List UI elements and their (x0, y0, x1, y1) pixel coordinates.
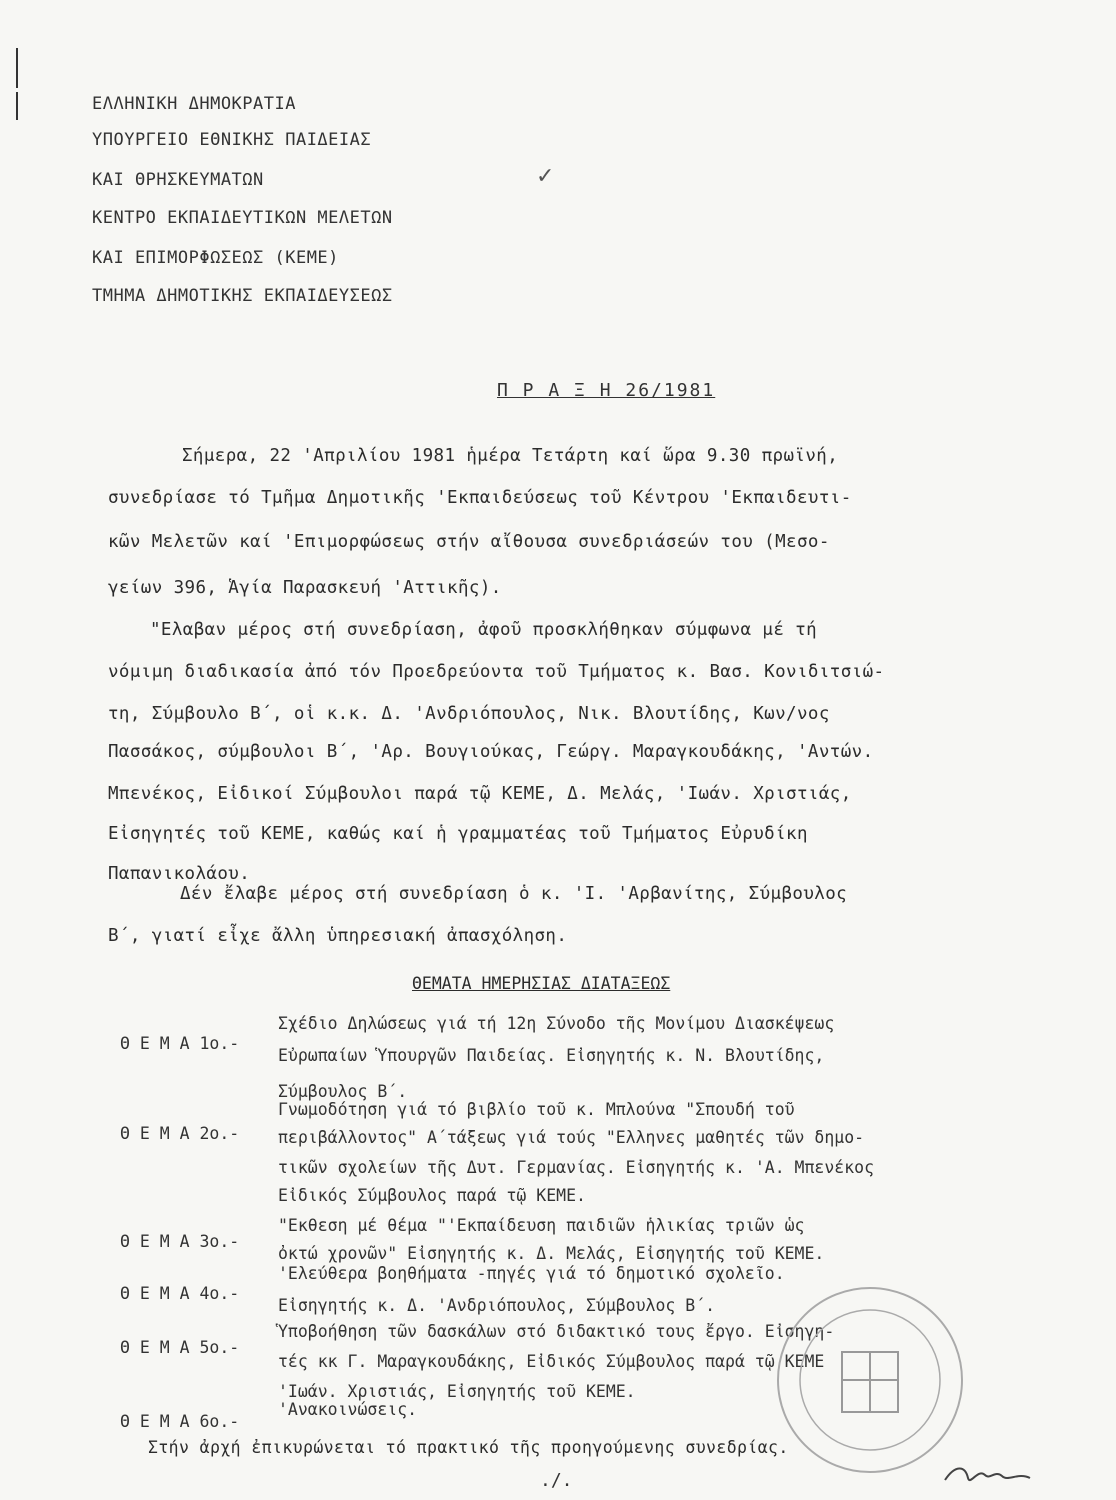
closing-line: Στήν ἀρχή ἐπικυρώνεται τό πρακτικό τῆς προηγούμενης συνεδρίας. (148, 1438, 789, 1457)
agenda-item-label: Θ Ε Μ Α 3ο.- (120, 1232, 240, 1251)
agenda-item-label: Θ Ε Μ Α 4ο.- (120, 1284, 240, 1303)
header-line: ΚΑΙ ΕΠΙΜΟΡΦΩΣΕΩΣ (ΚΕΜΕ) (92, 248, 339, 268)
header-line: ΥΠΟΥΡΓΕΙΟ ΕΘΝΙΚΗΣ ΠΑΙΔΕΙΑΣ (92, 130, 372, 150)
body-line: Μπενέκος, Εἰδικοί Σύμβουλοι παρά τῷ ΚΕΜΕ, Δ. Μελάς, 'Ιωάν. Χριστιάς, (108, 784, 852, 804)
agenda-item-label: Θ Ε Μ Α 6ο.- (120, 1412, 240, 1431)
agenda-item-text: 'Ανακοινώσεις. (278, 1400, 418, 1419)
official-seal-stamp (770, 1280, 970, 1480)
agenda-item-label: Θ Ε Μ Α 1ο.- (120, 1034, 240, 1053)
agenda-item-label: Θ Ε Μ Α 2ο.- (120, 1124, 240, 1143)
body-line: κῶν Μελετῶν καί 'Επιμορφώσεως στήν αἴθουσα συνεδριάσεών του (Μεσο- (108, 532, 830, 552)
agenda-item-text: Ὑποβοήθηση τῶν δασκάλων στό διδακτικό τους ἔργο. Εἰσηγη- (278, 1322, 835, 1341)
body-line: Εἰσηγητές τοῦ ΚΕΜΕ, καθώς καί ἡ γραμματέας τοῦ Τμήματος Εὐρυδίκη (108, 824, 808, 844)
agenda-item-text: Γνωμοδότηση γιά τό βιβλίο τοῦ κ. Μπλούνα "Σπουδή τοῦ (278, 1100, 795, 1119)
signature (940, 1460, 1040, 1490)
agenda-item-label: Θ Ε Μ Α 5ο.- (120, 1338, 240, 1357)
body-line: Δέν ἔλαβε μέρος στή συνεδρίαση ὁ κ. 'Ι. 'Αρβανίτης, Σύμβουλος (180, 884, 848, 904)
agenda-item-text: 'Ιωάν. Χριστιάς, Εἰσηγητής τοῦ ΚΕΜΕ. (278, 1382, 636, 1401)
check-mark-icon: ✓ (536, 164, 555, 189)
continuation-mark: ./. (540, 1470, 573, 1491)
agenda-item-text: Εὐρωπαίων Ὑπουργῶν Παιδείας. Εἰσηγητής κ. Ν. Βλουτίδης, (278, 1046, 825, 1065)
body-line: Β΄, γιατί εἶχε ἄλλη ὑπηρεσιακή ἀπασχόληση. (108, 926, 568, 946)
agenda-item-text: Σύμβουλος Β΄. (278, 1082, 408, 1101)
agenda-item-text: Εἰσηγητής κ. Δ. 'Ανδριόπουλος, Σύμβουλος Β΄. (278, 1296, 716, 1315)
body-line: "Ελαβαν μέρος στή συνεδρίαση, ἀφοῦ προσκλήθηκαν σύμφωνα μέ τή (150, 620, 818, 640)
agenda-item-text: τές κκ Γ. Μαραγκουδάκης, Εἰδικός Σύμβουλος παρά τῷ ΚΕΜΕ (278, 1352, 825, 1371)
agenda-item-text: Σχέδιο Δηλώσεως γιά τή 12η Σύνοδο τῆς Μονίμου Διασκέψεως (278, 1014, 835, 1033)
agenda-title: ΘΕΜΑΤΑ ΗΜΕΡΗΣΙΑΣ ΔΙΑΤΑΞΕΩΣ (412, 974, 671, 993)
agenda-item-text: 'Ελεύθερα βοηθήματα -πηγές γιά τό δημοτικό σχολεῖο. (278, 1264, 785, 1283)
agenda-item-text: Εἰδικός Σύμβουλος παρά τῷ ΚΕΜΕ. (278, 1186, 586, 1205)
margin-mark (16, 92, 18, 120)
margin-mark (16, 48, 18, 88)
header-line: ΚΕΝΤΡΟ ΕΚΠΑΙΔΕΥΤΙΚΩΝ ΜΕΛΕΤΩΝ (92, 208, 393, 228)
agenda-item-text: ὀκτώ χρονῶν" Εἰσηγητής κ. Δ. Μελάς, Εἰσηγητής τοῦ ΚΕΜΕ. (278, 1244, 825, 1263)
body-line: τη, Σύμβουλο Β΄, οἱ κ.κ. Δ. 'Ανδριόπουλος, Νικ. Βλουτίδης, Κων/νος (108, 704, 830, 724)
header-line: ΤΜΗΜΑ ΔΗΜΟΤΙΚΗΣ ΕΚΠΑΙΔΕΥΣΕΩΣ (92, 286, 393, 306)
document-title: Π Ρ Α Ξ Η 26/1981 (497, 380, 716, 401)
body-line: Παπανικολάου. (108, 864, 251, 884)
agenda-item-text: τικῶν σχολείων τῆς Δυτ. Γερμανίας. Εἰσηγητής κ. 'Α. Μπενέκος (278, 1158, 875, 1177)
body-line: νόμιμη διαδικασία ἀπό τόν Προεδρεύοντα τοῦ Τμήματος κ. Βασ. Κονιδιτσιώ- (108, 662, 885, 682)
body-line: Σήμερα, 22 'Απριλίου 1981 ἡμέρα Τετάρτη καί ὥρα 9.30 πρωϊνή, (182, 446, 839, 466)
agenda-item-text: περιβάλλοντος" Α΄τάξεως γιά τούς "Ελληνες μαθητές τῶν δημο- (278, 1128, 865, 1147)
agenda-item-text: "Εκθεση μέ θέμα "'Εκπαίδευση παιδιῶν ἡλικίας τριῶν ὡς (278, 1216, 805, 1235)
header-line: ΕΛΛΗΝΙΚΗ ΔΗΜΟΚΡΑΤΙΑ (92, 94, 296, 114)
body-line: συνεδρίασε τό Τμῆμα Δημοτικῆς 'Εκπαιδεύσεως τοῦ Κέντρου 'Εκπαιδευτι- (108, 488, 852, 508)
body-line: Πασσάκος, σύμβουλοι Β΄, 'Αρ. Βουγιούκας, Γεώργ. Μαραγκουδάκης, 'Αντών. (108, 742, 874, 762)
header-line: ΚΑΙ ΘΡΗΣΚΕΥΜΑΤΩΝ (92, 170, 264, 190)
body-line: γείων 396, Ἁγία Παρασκευή 'Αττικῆς). (108, 578, 502, 598)
